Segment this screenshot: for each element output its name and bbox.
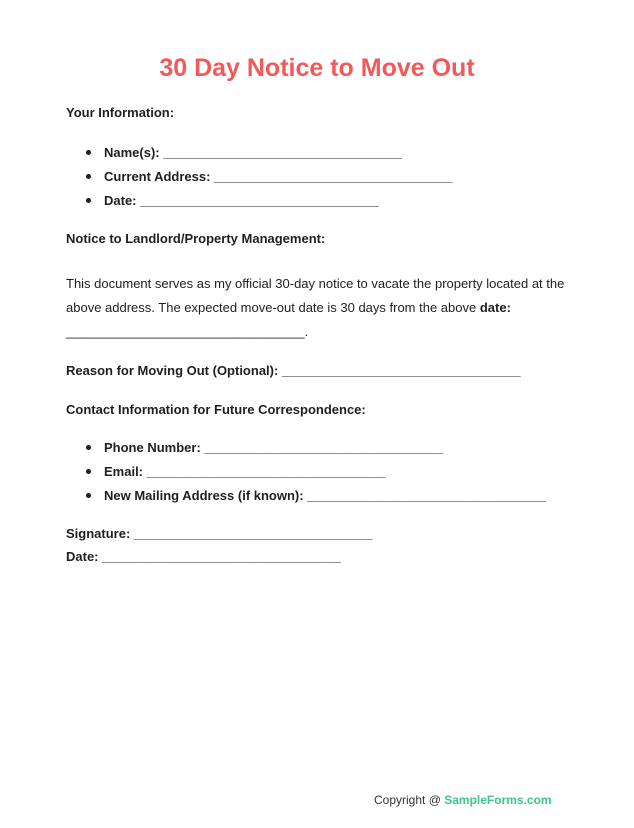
signature-date-label: Date: <box>66 549 99 564</box>
signature-label: Signature: <box>66 526 131 541</box>
list-item <box>66 464 546 488</box>
copyright-text: Copyright @ <box>374 793 441 807</box>
list-item <box>66 145 453 169</box>
notice-line-2-text: above address. The expected move-out date is 30 days from the above <box>66 300 477 315</box>
list-item <box>66 193 453 217</box>
bullet-icon <box>86 493 91 498</box>
signature-date-blank: _________________________________ <box>102 549 341 564</box>
reason-blank: _________________________________ <box>281 363 521 378</box>
reason-line <box>66 363 521 379</box>
footer-copyright <box>374 792 552 808</box>
mailing-address-blank: _________________________________ <box>307 488 546 503</box>
email-blank: _________________________________ <box>146 464 386 479</box>
your-information-heading: Your Information: <box>66 105 175 120</box>
reason-label: Reason for Moving Out (Optional): <box>66 363 279 378</box>
current-address-blank: _________________________________ <box>214 169 453 184</box>
contact-heading: Contact Information for Future Correspondence: <box>66 402 366 417</box>
your-information-list <box>66 145 453 217</box>
bullet-icon <box>86 198 91 203</box>
notice-date-label: date: <box>479 300 511 315</box>
notice-line-1: This document serves as my official 30-day notice to vacate the property located at the <box>66 276 565 291</box>
list-item <box>66 440 546 464</box>
bullet-icon <box>86 469 91 474</box>
date-label: Date: <box>104 193 137 208</box>
brand-link[interactable]: SampleForms.com <box>444 793 552 807</box>
signature-line <box>66 526 373 542</box>
bullet-icon <box>86 174 91 179</box>
contact-list <box>66 440 546 512</box>
name-blank: _________________________________ <box>163 145 402 160</box>
notice-date-blank: _________________________________. <box>66 324 309 339</box>
list-item <box>66 488 546 512</box>
current-address-label: Current Address: <box>104 169 211 184</box>
date-blank: _________________________________ <box>140 193 379 208</box>
name-label: Name(s): <box>104 145 160 160</box>
page-title: 30 Day Notice to Move Out <box>159 54 475 82</box>
signature-blank: _________________________________ <box>133 526 373 541</box>
notice-line-2 <box>66 296 566 320</box>
notice-heading: Notice to Landlord/Property Management: <box>66 231 326 246</box>
bullet-icon <box>86 445 91 450</box>
phone-label: Phone Number: <box>104 440 201 455</box>
email-label: Email: <box>104 464 144 479</box>
bullet-icon <box>86 150 91 155</box>
list-item <box>66 169 453 193</box>
notice-paragraph <box>66 272 566 344</box>
signature-date-line <box>66 549 341 565</box>
mailing-address-label: New Mailing Address (if known): <box>104 488 304 503</box>
phone-blank: _________________________________ <box>204 440 444 455</box>
